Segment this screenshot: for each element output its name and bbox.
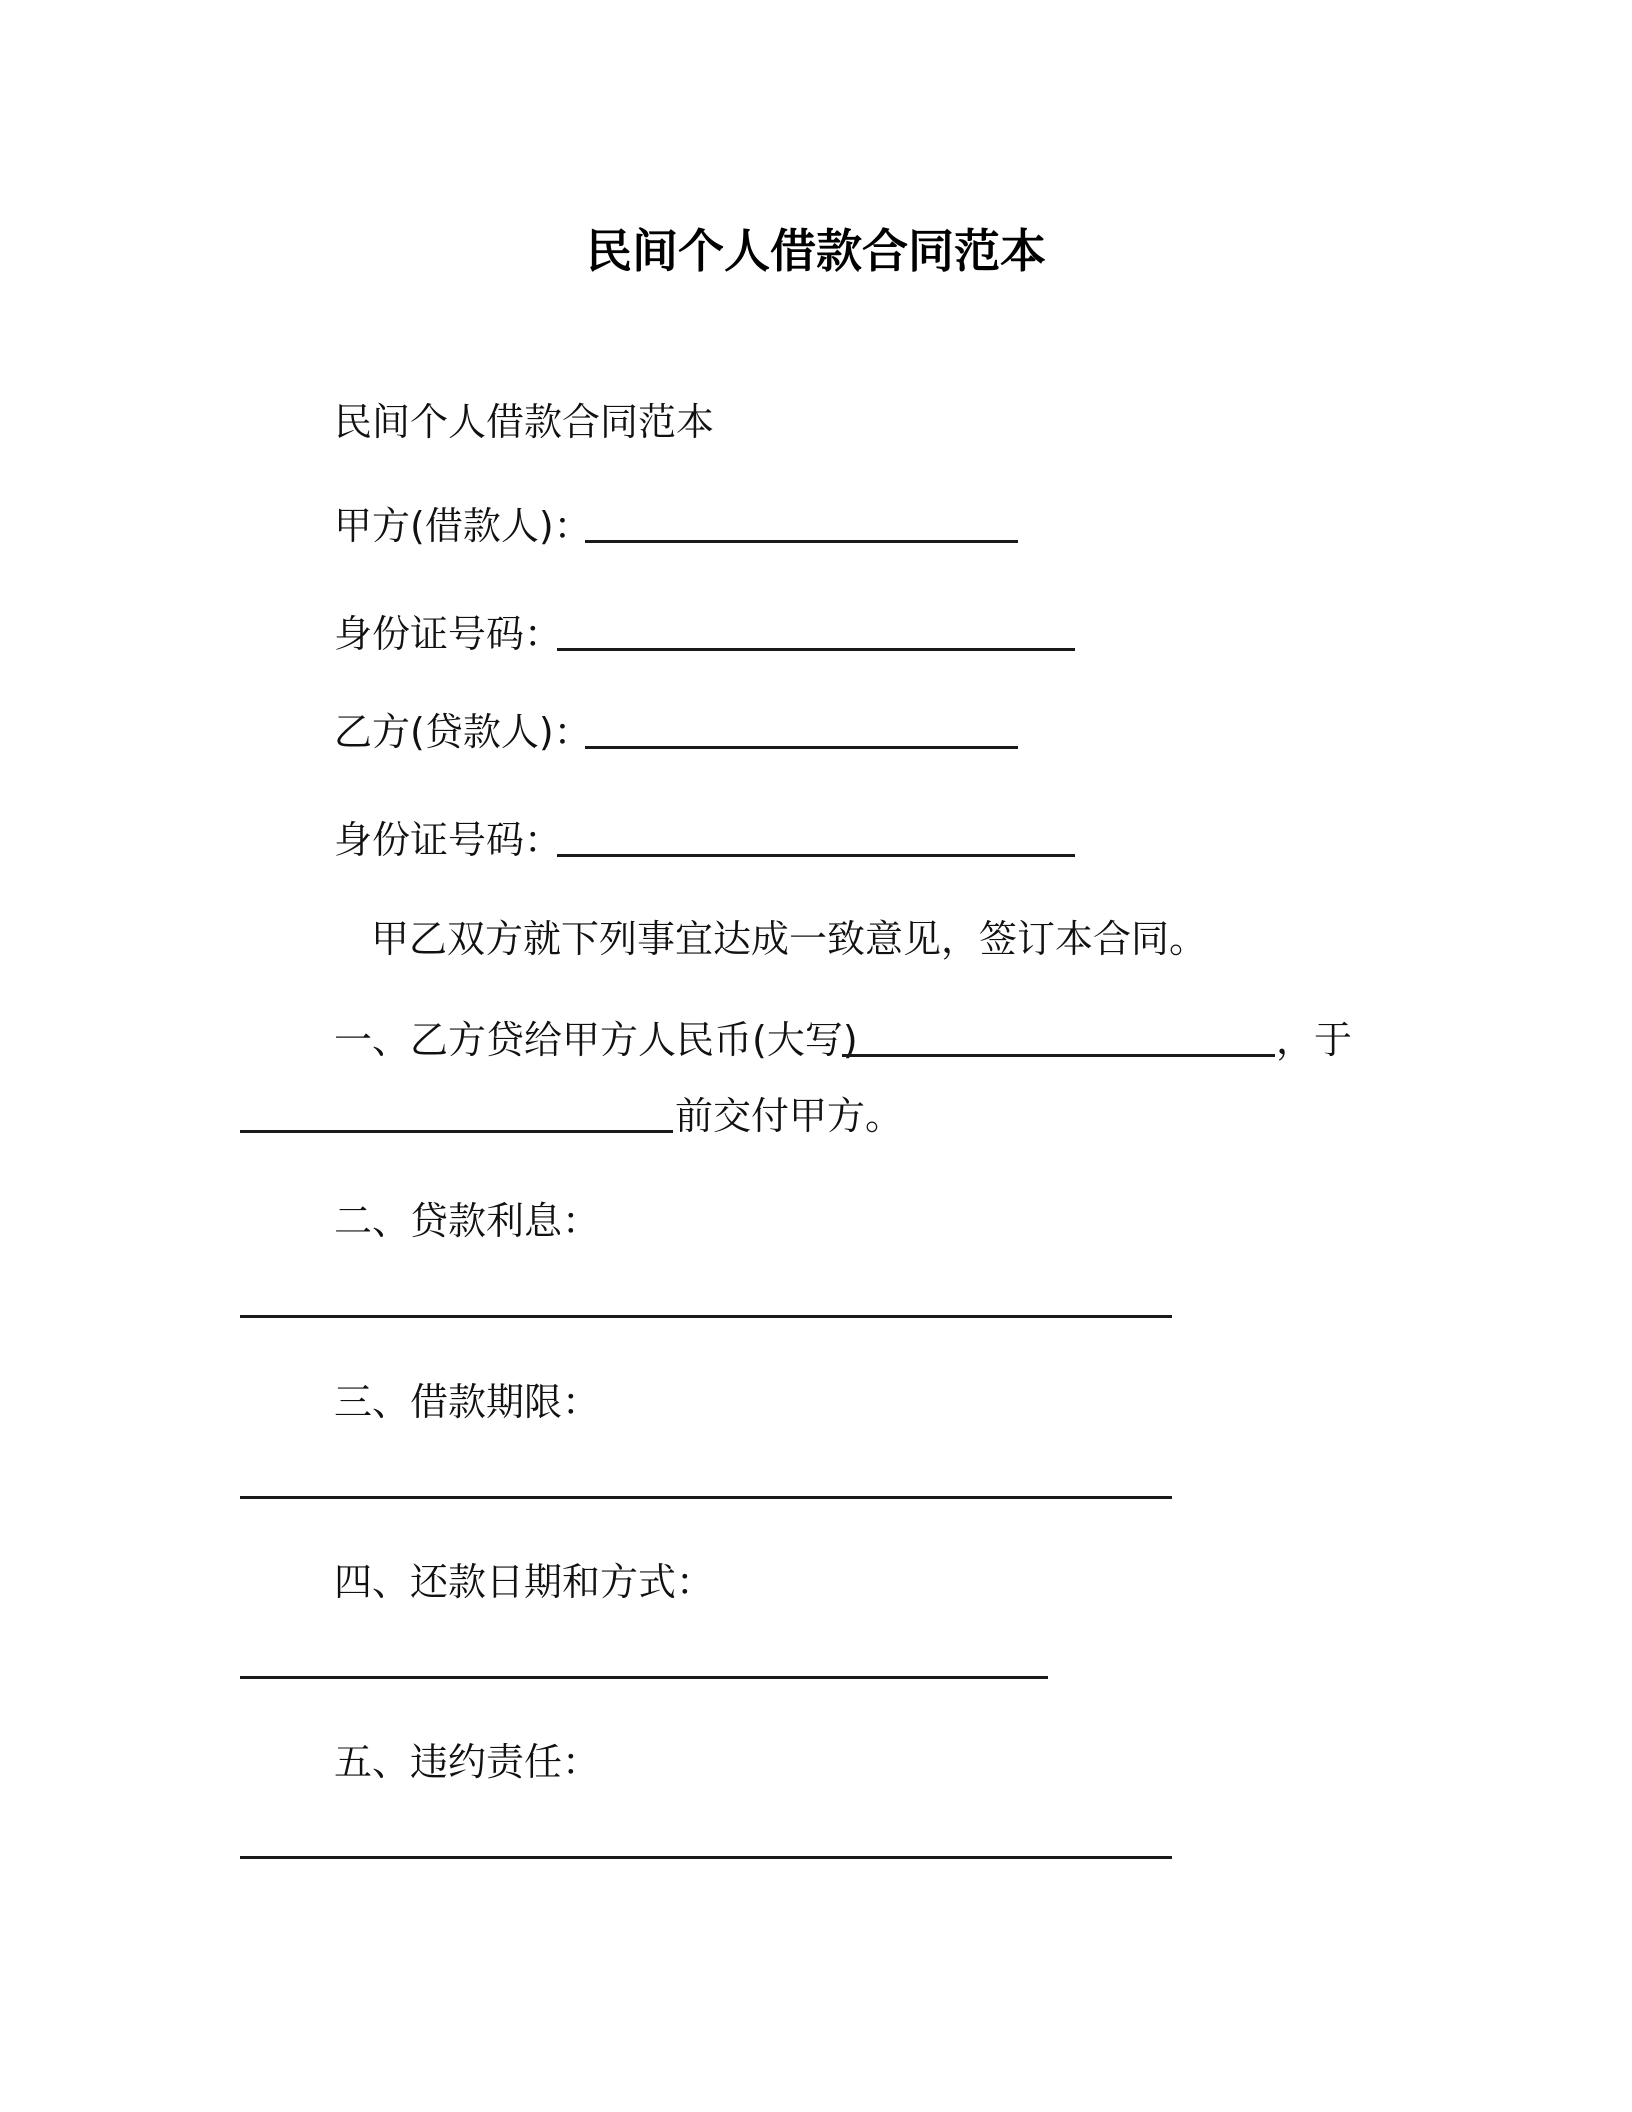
clause-1-amount-blank[interactable] [842,1054,1275,1057]
clause-1-text: 一、乙方贷给甲方人民币(大写) [334,1018,858,1062]
clause-1-suffix: ，于 [1276,1018,1353,1062]
clause-2-heading: 二、贷款利息： [334,1199,601,1243]
party-a-id-label: 身份证号码： [334,612,563,656]
party-b-id-blank[interactable] [557,854,1075,857]
party-a-label: 甲方(借款人)： [334,504,592,548]
clause-5-blank[interactable] [240,1856,1172,1859]
party-a-id-blank[interactable] [557,648,1075,651]
clause-3-heading: 三、借款期限： [334,1380,601,1424]
clause-1-date-blank[interactable] [240,1130,673,1133]
clause-5-heading: 五、违约责任： [334,1740,601,1784]
clause-3-blank[interactable] [240,1496,1172,1499]
clause-2-blank[interactable] [240,1315,1172,1318]
party-b-label: 乙方(贷款人)： [334,710,592,754]
party-a-blank[interactable] [585,540,1018,543]
clause-4-heading: 四、还款日期和方式： [334,1560,715,1604]
clause-1-line2: 前交付甲方。 [675,1094,904,1138]
document-title: 民间个人借款合同范本 [586,224,1046,278]
clause-4-blank[interactable] [240,1676,1048,1679]
party-b-blank[interactable] [585,746,1018,749]
party-b-id-label: 身份证号码： [334,818,563,862]
subtitle: 民间个人借款合同范本 [334,400,715,444]
intro-text: 甲乙双方就下列事宜达成一致意见，签订本合同。 [371,917,1208,961]
